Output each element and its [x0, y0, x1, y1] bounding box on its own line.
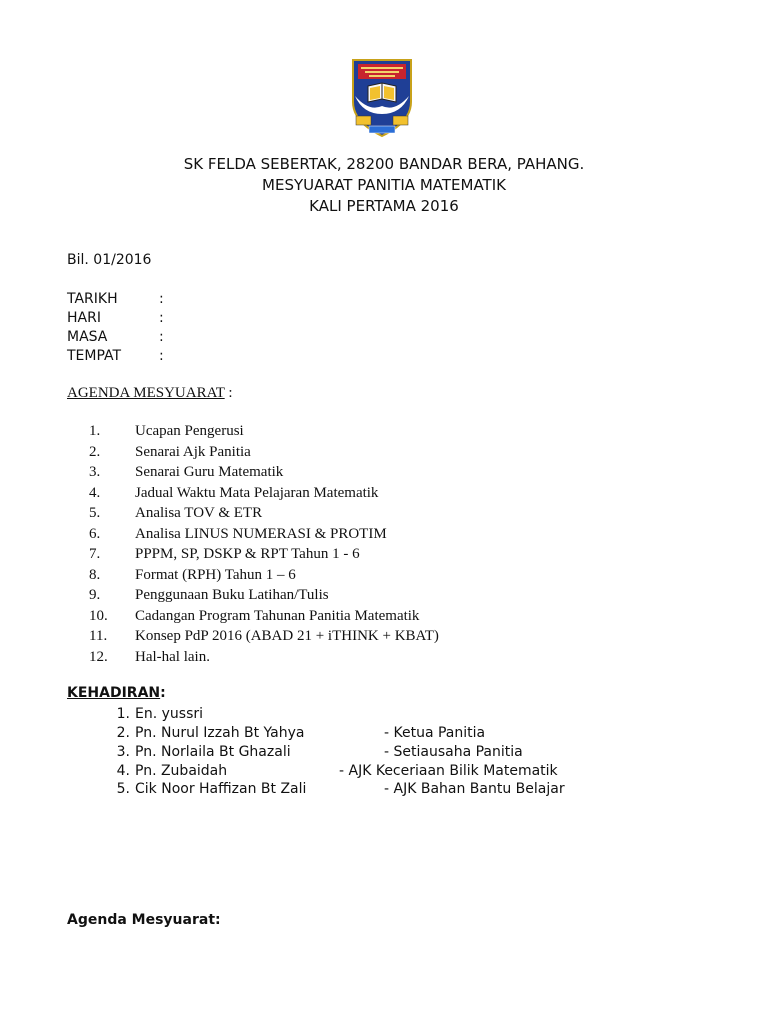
agenda-item	[89, 648, 210, 666]
school-crest-icon	[349, 56, 415, 140]
agenda-text: Senarai Guru Matematik	[135, 464, 284, 480]
attendance-role: - AJK Keceriaan Bilik Matematik	[339, 763, 558, 779]
attendance-name: Cik Noor Haffizan Bt Zali	[135, 781, 307, 797]
info-row-tarikh	[67, 291, 164, 307]
agenda-heading-text: AGENDA MESYUARAT	[67, 385, 225, 401]
agenda-subheading: Agenda Mesyuarat:	[67, 912, 221, 928]
agenda-item	[89, 443, 251, 461]
info-row-hari	[67, 310, 164, 326]
info-label: MASA	[67, 329, 108, 345]
agenda-text: PPPM, SP, DSKP & RPT Tahun 1 - 6	[135, 546, 360, 562]
agenda-heading-colon: :	[224, 385, 233, 401]
agenda-text: Cadangan Program Tahunan Panitia Matematik	[135, 608, 420, 624]
attendance-number: 4.	[116, 763, 130, 779]
attendance-name: Pn. Nurul Izzah Bt Yahya	[135, 725, 305, 741]
agenda-item	[89, 586, 329, 604]
info-label: TARIKH	[67, 291, 118, 307]
attendance-heading	[67, 685, 166, 701]
attendance-number: 5.	[116, 781, 130, 797]
attendance-number: 2.	[116, 725, 130, 741]
agenda-number: 2.	[89, 444, 101, 460]
info-separator: :	[159, 329, 164, 345]
agenda-number: 4.	[89, 485, 101, 501]
reference-number: Bil. 01/2016	[67, 252, 152, 268]
agenda-text: Ucapan Pengerusi	[135, 423, 244, 439]
agenda-number: 11.	[89, 628, 108, 644]
agenda-heading	[67, 385, 233, 402]
attendance-name: Pn. Zubaidah	[135, 763, 228, 779]
info-separator: :	[159, 291, 164, 307]
agenda-number: 7.	[89, 546, 101, 562]
agenda-text: Format (RPH) Tahun 1 – 6	[135, 567, 296, 583]
attendance-heading-colon: :	[160, 685, 166, 701]
agenda-text: Konsep PdP 2016 (ABAD 21 + iTHINK + KBAT)	[135, 628, 439, 644]
agenda-item	[89, 607, 419, 625]
agenda-text: Hal-hal lain.	[135, 649, 210, 665]
info-separator: :	[159, 310, 164, 326]
attendance-item	[108, 762, 708, 780]
attendance-number: 1.	[116, 706, 130, 722]
attendance-name: Pn. Norlaila Bt Ghazali	[135, 744, 291, 760]
agenda-text: Analisa LINUS NUMERASI & PROTIM	[135, 526, 387, 542]
agenda-text: Penggunaan Buku Latihan/Tulis	[135, 587, 329, 603]
agenda-text: Analisa TOV & ETR	[135, 505, 263, 521]
attendance-item	[108, 705, 708, 723]
agenda-number: 6.	[89, 526, 101, 542]
agenda-number: 8.	[89, 567, 101, 583]
meeting-session: KALI PERTAMA 2016	[309, 197, 459, 215]
info-separator: :	[159, 348, 164, 364]
agenda-item	[89, 525, 387, 543]
agenda-number: 3.	[89, 464, 101, 480]
school-address: SK FELDA SEBERTAK, 28200 BANDAR BERA, PAHANG.	[183, 155, 585, 173]
agenda-text: Senarai Ajk Panitia	[135, 444, 251, 460]
attendance-heading-text: KEHADIRAN	[67, 685, 161, 701]
attendance-item	[108, 780, 708, 798]
agenda-item	[89, 422, 244, 440]
agenda-number: 10.	[89, 608, 108, 624]
attendance-role: - Ketua Panitia	[384, 725, 486, 741]
agenda-number: 12.	[89, 649, 108, 665]
agenda-item	[89, 545, 360, 563]
info-label: HARI	[67, 310, 101, 326]
agenda-item	[89, 463, 283, 481]
attendance-item	[108, 743, 708, 761]
info-label: TEMPAT	[67, 348, 122, 364]
attendance-role: - AJK Bahan Bantu Belajar	[384, 781, 565, 797]
agenda-item	[89, 484, 378, 502]
attendance-role: - Setiausaha Panitia	[384, 744, 523, 760]
agenda-item	[89, 627, 439, 645]
info-row-masa	[67, 329, 164, 345]
agenda-item	[89, 504, 262, 522]
meeting-title: MESYUARAT PANITIA MATEMATIK	[262, 176, 506, 194]
agenda-item	[89, 566, 296, 584]
attendance-item	[108, 724, 708, 742]
agenda-number: 9.	[89, 587, 101, 603]
agenda-text: Jadual Waktu Mata Pelajaran Matematik	[135, 485, 379, 501]
info-row-tempat	[67, 348, 164, 364]
school-logo	[349, 56, 415, 140]
attendance-name: En. yussri	[135, 706, 204, 722]
agenda-number: 1.	[89, 423, 101, 439]
attendance-number: 3.	[116, 744, 130, 760]
agenda-number: 5.	[89, 505, 101, 521]
